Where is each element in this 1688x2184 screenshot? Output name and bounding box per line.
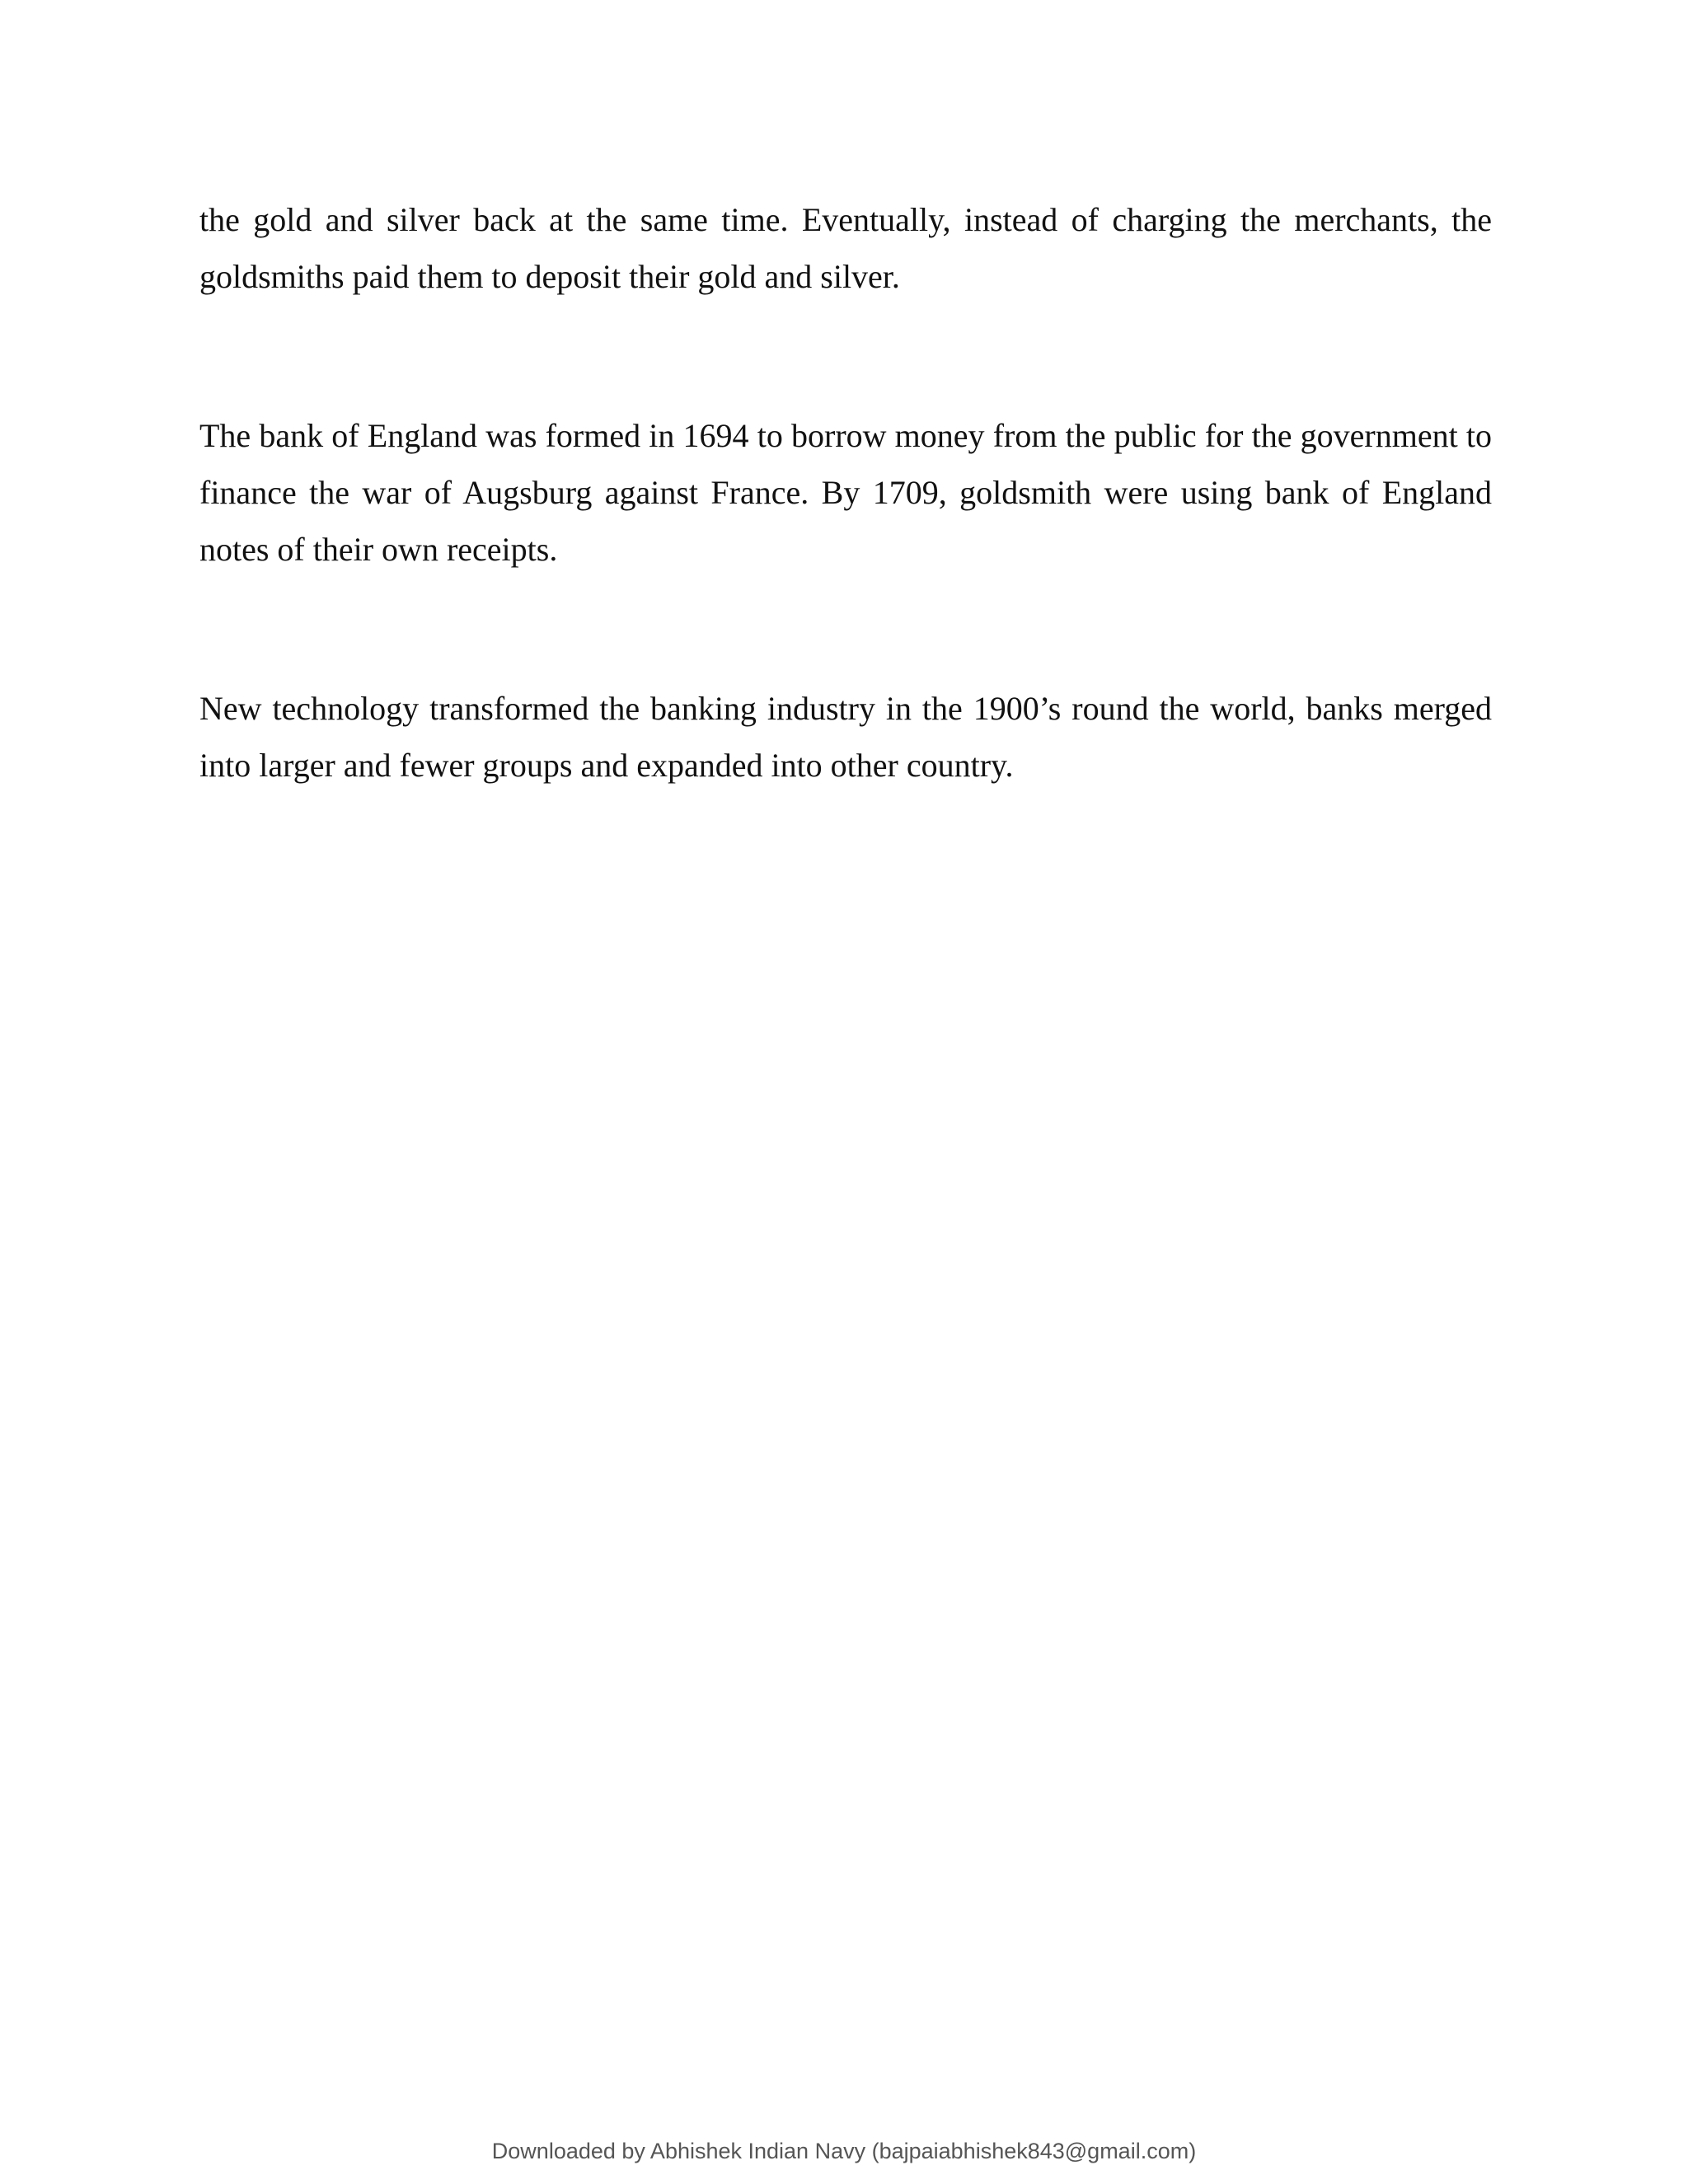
paragraph-new-technology: New technology transformed the banking industry in the 1900’s round the world, banks merged into larger and fewer groups and expanded into other country.	[199, 690, 1492, 784]
page-body	[199, 191, 1492, 794]
paragraph-gold-silver: the gold and silver back at the same time. Eventually, instead of charging the merchants, the goldsmiths paid them to deposit their gold and silver.	[199, 201, 1492, 295]
paragraph-bank-of-england: The bank of England was formed in 1694 to borrow money from the public for the government to finance the war of Augsburg against France. By 1709, goldsmith were using bank of England notes of their own receipts.	[199, 417, 1492, 568]
download-footer: Downloaded by Abhishek Indian Navy (bajpaiabhishek843@gmail.com)	[491, 2139, 1197, 2163]
